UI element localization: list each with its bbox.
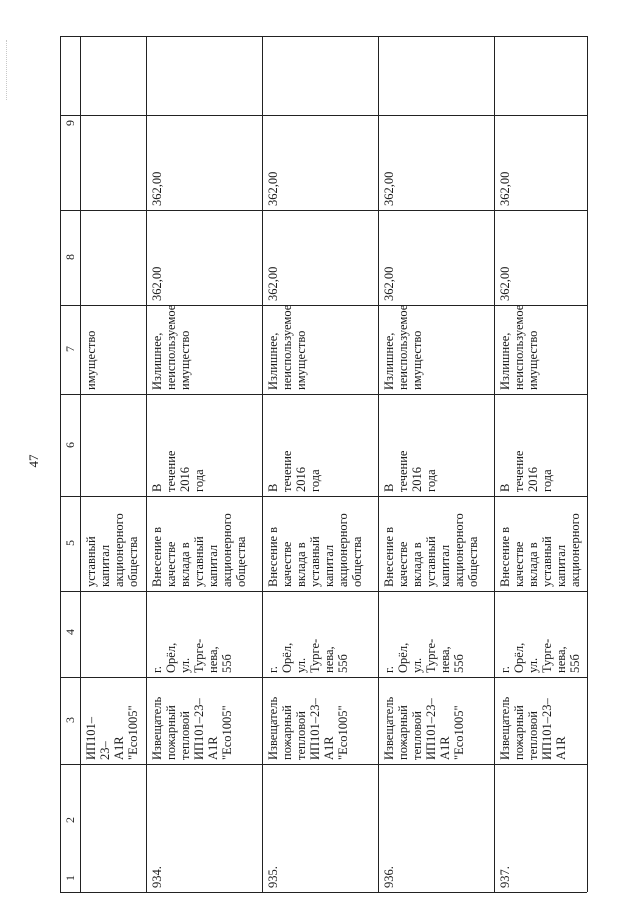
category-cell-text: Излишнее, неиспользуемое имущество — [266, 304, 308, 390]
row-border — [587, 36, 588, 892]
col8-value-text: 362,00 — [266, 171, 280, 206]
col8-value-text: 362,00 — [498, 171, 512, 206]
category-cell-text: Излишнее, неиспользуемое имущество — [150, 304, 192, 390]
category-cell-text: Излишнее, неиспользуемое имущество — [382, 304, 424, 390]
margin-marks — [6, 40, 8, 100]
period-cell-text: В течение 2016 года — [382, 450, 438, 492]
col8-value-text: 362,00 — [150, 171, 164, 206]
column-border — [60, 496, 587, 497]
col8-value-text: 362,00 — [382, 171, 396, 206]
item-name-cell-text: Извещатель пожарный тепловой ИП101–23– A1R "Eco1005" — [266, 696, 350, 760]
method-cell-text: Внесение в качестве вклада в уставный капитал акционерного общества — [150, 513, 248, 587]
row-number-text: 934. — [150, 866, 164, 888]
category-cell-text: имущество — [84, 330, 98, 390]
row-number-text: 936. — [382, 866, 396, 888]
address-cell-text: г. Орёл, ул. Турге- нева, 55б — [266, 638, 350, 673]
column-border — [60, 764, 587, 765]
page-number: 47 — [26, 454, 41, 468]
column-number-header: 5 — [63, 540, 77, 546]
period-cell-text: В течение 2016 года — [266, 450, 322, 492]
period-cell-text: В течение 2016 года — [498, 450, 554, 492]
column-number-header: 6 — [63, 442, 77, 448]
address-cell-text: г. Орёл, ул. Турге- нева, 55б — [498, 638, 582, 673]
period-cell-text: В течение 2016 года — [150, 450, 206, 492]
method-cell-text: Внесение в качестве вклада в уставный капитал акционерного — [498, 513, 582, 587]
col7-value-text: 362,00 — [150, 266, 164, 301]
address-cell-text: г. Орёл, ул. Турге- нева, 55б — [382, 638, 466, 673]
category-cell-text: Излишнее, неиспользуемое имущество — [498, 304, 540, 390]
column-border — [60, 892, 587, 893]
column-number-header: 8 — [63, 254, 77, 260]
col7-value-text: 362,00 — [382, 266, 396, 301]
method-cell-text: Внесение в качестве вклада в уставный капитал акционерного общества — [266, 513, 364, 587]
column-number-header: 7 — [63, 346, 77, 352]
method-cell-text: уставный капитал акционерного общества — [84, 513, 140, 587]
row-number-text: 935. — [266, 866, 280, 888]
address-cell-text: г. Орёл, ул. Турге- нева, 55б — [150, 638, 234, 673]
column-border — [60, 677, 587, 678]
item-name-cell-text: Извещатель пожарный тепловой ИП101–23– A1R — [498, 696, 568, 760]
column-number-header: 9 — [63, 120, 77, 126]
method-cell-text: Внесение в качестве вклада в уставный капитал акционерного общества — [382, 513, 480, 587]
column-border — [60, 394, 587, 395]
column-number-header: 2 — [63, 817, 77, 823]
col7-value-text: 362,00 — [266, 266, 280, 301]
column-number-header: 3 — [63, 717, 77, 723]
column-border — [60, 591, 587, 592]
column-number-header: 4 — [63, 629, 77, 635]
item-name-cell-text: Извещатель пожарный тепловой ИП101–23– A1R "Eco1005" — [150, 696, 234, 760]
col7-value-text: 362,00 — [498, 266, 512, 301]
row-number-text: 937. — [498, 866, 512, 888]
column-border — [60, 210, 587, 211]
item-name-cell-text: Извещатель пожарный тепловой ИП101–23– A1R "Eco1005" — [382, 696, 466, 760]
column-border — [60, 115, 587, 116]
column-number-header: 1 — [63, 875, 77, 881]
item-name-cell-text: ИП101–23– A1R "Eco1005" — [84, 705, 140, 760]
column-border — [60, 36, 587, 37]
